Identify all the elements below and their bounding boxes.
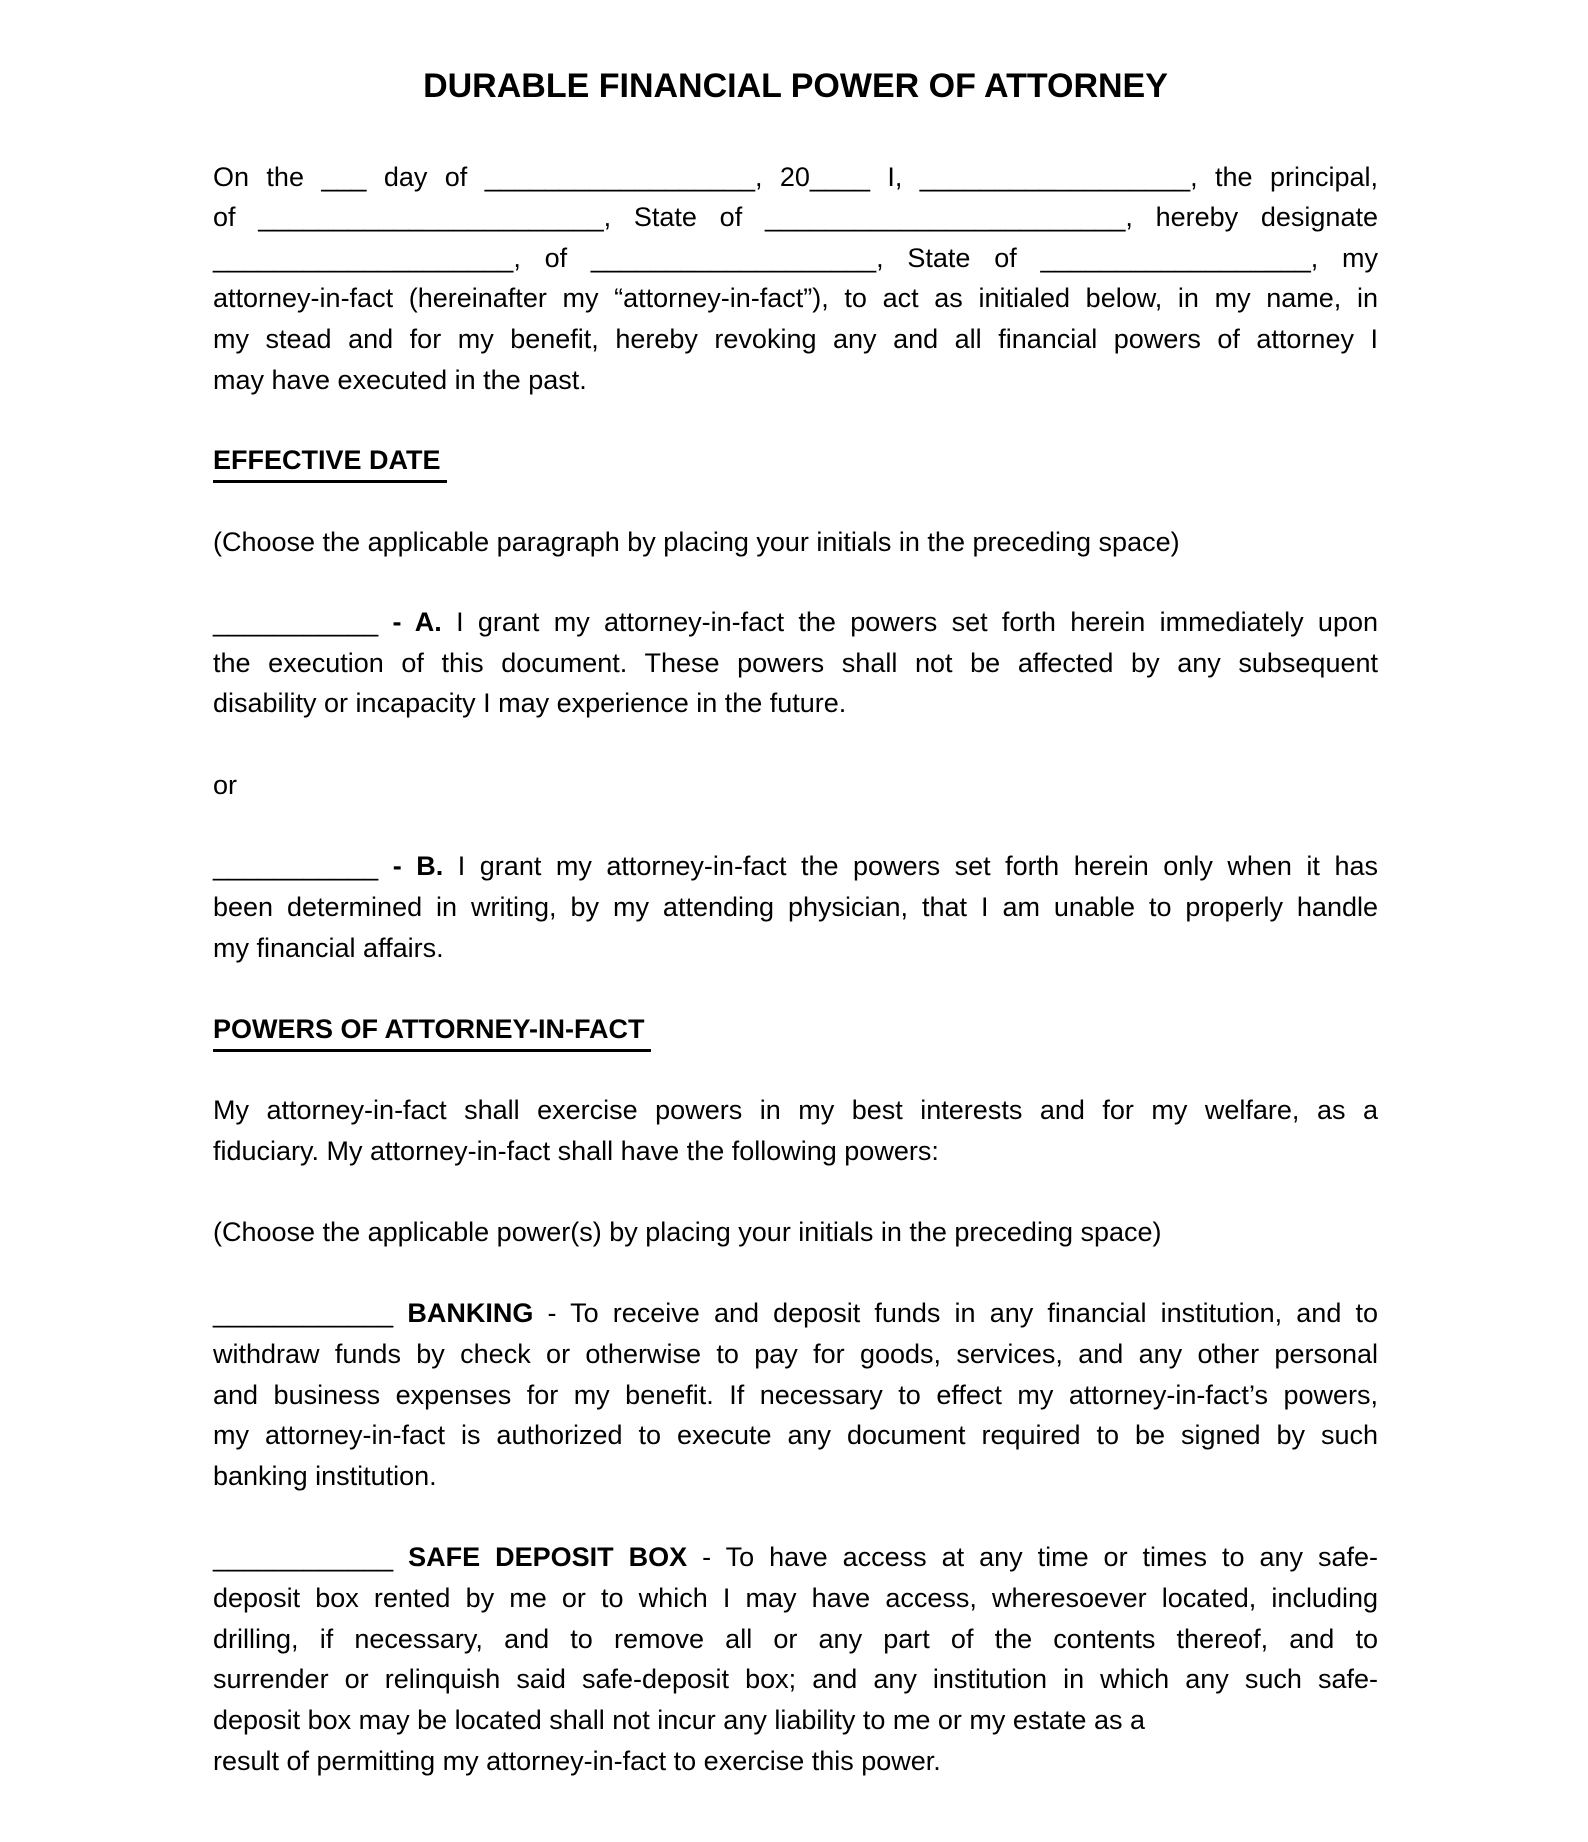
intro-line-6: may have executed in the past.	[213, 365, 587, 395]
banking-line-3: and business expenses for my benefit. If necessary to effect my attorney-in-fact’s powers,	[213, 1380, 1378, 1410]
safe-deposit-text: - To have access at any time or times to any safe-	[687, 1542, 1379, 1572]
option-b-line-2: been determined in writing, by my attending physician, that I am unable to properly handle	[213, 892, 1378, 922]
powers-intro-line-2: fiduciary. My attorney-in-fact shall have the following powers:	[213, 1136, 939, 1166]
option-a-line-2: the execution of this document. These powers shall not be affected by any subsequent	[213, 648, 1378, 678]
powers-heading: POWERS OF ATTORNEY-IN-FACT	[213, 1012, 651, 1046]
option-a-line-3: disability or incapacity I may experience in the future.	[213, 688, 847, 718]
option-b-text: I grant my attorney-in-fact the powers set forth herein only when it has	[443, 851, 1378, 881]
safe-deposit-line-3: drilling, if necessary, and to remove all or any part of the contents thereof, and to	[213, 1624, 1378, 1654]
safe-deposit-line-4: surrender or relinquish said safe-deposit box; and any institution in which any such safe-	[213, 1664, 1378, 1694]
banking-label: BANKING	[393, 1298, 534, 1328]
intro-line-1: On the ___ day of __________________, 20____ I, __________________, the principal,	[213, 162, 1378, 192]
option-a-line-1	[213, 605, 1378, 639]
safe-deposit-line-1	[213, 1540, 1378, 1574]
banking-line-4: my attorney-in-fact is authorized to execute any document required to be signed by such	[213, 1420, 1378, 1450]
option-a-label: - A.	[378, 607, 442, 637]
safe-deposit-line-6: result of permitting my attorney-in-fact to exercise this power.	[213, 1746, 941, 1776]
banking-line-5: banking institution.	[213, 1461, 437, 1491]
or-text: or	[213, 770, 238, 800]
safe-deposit-line-5: deposit box may be located shall not incur any liability to me or my estate as a	[213, 1705, 1145, 1735]
option-a-text: I grant my attorney-in-fact the powers set forth herein immediately upon	[441, 607, 1378, 637]
banking-initials-blank: ____________	[213, 1298, 394, 1328]
banking-line-2: withdraw funds by check or otherwise to pay for goods, services, and any other personal	[213, 1339, 1378, 1369]
document-title: DURABLE FINANCIAL POWER OF ATTORNEY	[423, 67, 1168, 105]
option-a-initials-blank: ___________	[213, 607, 379, 637]
safe-deposit-label: SAFE DEPOSIT BOX	[393, 1542, 688, 1572]
option-b-line-1	[213, 849, 1378, 883]
safe-deposit-line-2: deposit box rented by me or to which I may have access, wheresoever located, including	[213, 1583, 1378, 1613]
effective-date-instruction: (Choose the applicable paragraph by placing your initials in the preceding space)	[213, 527, 1180, 557]
effective-date-heading: EFFECTIVE DATE	[213, 443, 447, 477]
banking-text: - To receive and deposit funds in any financial institution, and to	[533, 1298, 1378, 1328]
powers-instruction: (Choose the applicable power(s) by placing your initials in the preceding space)	[213, 1217, 1162, 1247]
intro-line-4: attorney-in-fact (hereinafter my “attorney-in-fact”), to act as initialed below, in my name, in	[213, 283, 1378, 313]
intro-line-2: of _______________________, State of ________________________, hereby designate	[213, 202, 1378, 232]
option-b-line-3: my financial affairs.	[213, 933, 444, 963]
banking-line-1	[213, 1296, 1378, 1330]
option-b-label: - B.	[378, 851, 444, 881]
intro-line-5: my stead and for my benefit, hereby revoking any and all financial powers of attorney I	[213, 324, 1378, 354]
safe-deposit-initials-blank: ____________	[213, 1542, 394, 1572]
option-b-initials-blank: ___________	[213, 851, 379, 881]
intro-line-3: ____________________, of ___________________, State of __________________, my	[213, 243, 1378, 273]
powers-intro-line-1: My attorney-in-fact shall exercise powers in my best interests and for my welfare, as a	[213, 1095, 1378, 1125]
